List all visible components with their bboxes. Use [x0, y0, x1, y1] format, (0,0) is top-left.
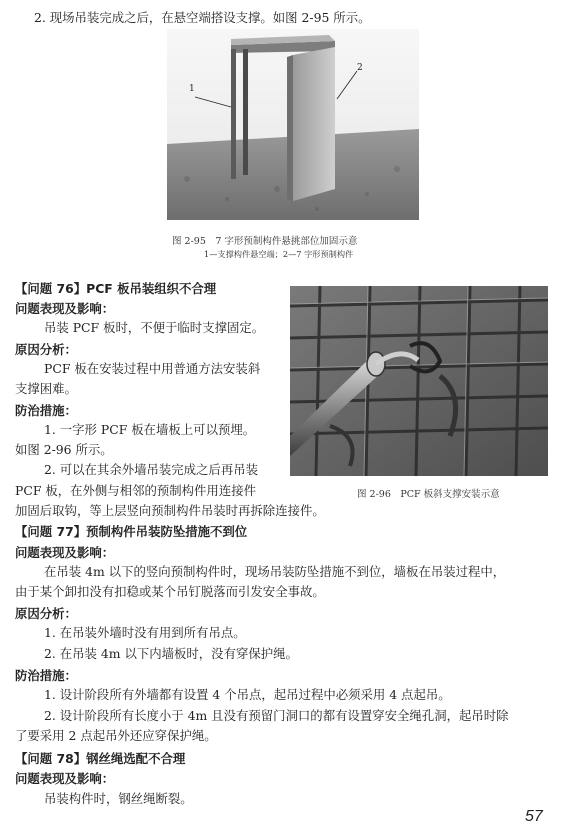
- figure-2-95-subcaption: 1—支撑构件悬空端；2—7 字形预制构件: [204, 249, 354, 259]
- figure-2-95-caption: 图 2-95 7 字形预制构件悬挑部位加固示意: [172, 236, 358, 247]
- q76-measure1-line2: 如图 2-96 所示。: [15, 442, 113, 457]
- q78-impact-text: 吊装构件时，钢丝绳断裂。: [44, 791, 193, 806]
- q77-impact-heading: 问题表现及影响：: [15, 545, 115, 560]
- figure-2-96: [290, 286, 548, 476]
- q78-heading: 【问题 78】钢丝绳选配不合理: [15, 751, 186, 766]
- figure-2-95-label-1: 1: [189, 84, 195, 94]
- intro-line: 2. 现场吊装完成之后，在悬空端搭设支撑。如图 2-95 所示。: [34, 10, 371, 25]
- q77-measure1: 1. 设计阶段所有外墙都有设置 4 个吊点，起吊过程中必须采用 4 点起吊。: [44, 687, 451, 702]
- q76-measure2-line2: PCF 板，在外侧与相邻的预制构件用连接件: [15, 483, 256, 498]
- page-number: 57: [525, 808, 543, 825]
- q77-measure2-line2: 了要采用 2 点起吊外还应穿保护绳。: [15, 728, 217, 743]
- q77-cause-heading: 原因分析：: [15, 606, 77, 621]
- q76-cause-line2: 支撑困难。: [15, 381, 77, 396]
- figure-2-95-image: [167, 29, 419, 220]
- q76-cause-heading: 原因分析：: [15, 342, 77, 357]
- q77-cause1: 1. 在吊装外墙时没有用到所有吊点。: [44, 625, 246, 640]
- q77-measure-heading: 防治措施：: [15, 668, 77, 683]
- q76-heading: 【问题 76】PCF 板吊装组织不合理: [15, 281, 217, 296]
- q77-cause2: 2. 在吊装 4m 以下内墙板时，没有穿保护绳。: [44, 646, 298, 661]
- figure-2-96-image: [290, 286, 548, 476]
- q76-measure1-line1: 1. 一字形 PCF 板在墙板上可以预埋。: [44, 422, 256, 437]
- q76-measure2-line3: 加固后取钩，等上层竖向预制构件吊装时再拆除连接件。: [15, 503, 325, 518]
- q76-cause-line1: PCF 板在安装过程中用普通方法安装斜: [44, 361, 261, 376]
- q77-impact-line2: 由于某个卸扣没有扣稳或某个吊钉脱落而引发安全事故。: [15, 584, 325, 599]
- q77-impact-line1: 在吊装 4m 以下的竖向预制构件时，现场吊装防坠措施不到位，墙板在吊装过程中，: [44, 564, 506, 579]
- figure-2-95: [167, 29, 419, 220]
- q77-heading: 【问题 77】预制构件吊装防坠措施不到位: [15, 524, 248, 539]
- q78-impact-heading: 问题表现及影响：: [15, 771, 115, 786]
- figure-2-95-label-2: 2: [357, 63, 363, 73]
- q77-measure2-line1: 2. 设计阶段所有长度小于 4m 且没有预留门洞口的都有设置穿安全绳孔洞，起吊时除: [44, 708, 509, 723]
- q76-measure2-line1: 2. 可以在其余外墙吊装完成之后再吊装: [44, 462, 259, 477]
- q76-impact-heading: 问题表现及影响：: [15, 301, 115, 316]
- q76-impact-text: 吊装 PCF 板时，不便于临时支撑固定。: [44, 320, 265, 335]
- q76-measure-heading: 防治措施：: [15, 403, 77, 418]
- figure-2-96-caption: 图 2-96 PCF 板斜支撑安装示意: [357, 489, 500, 500]
